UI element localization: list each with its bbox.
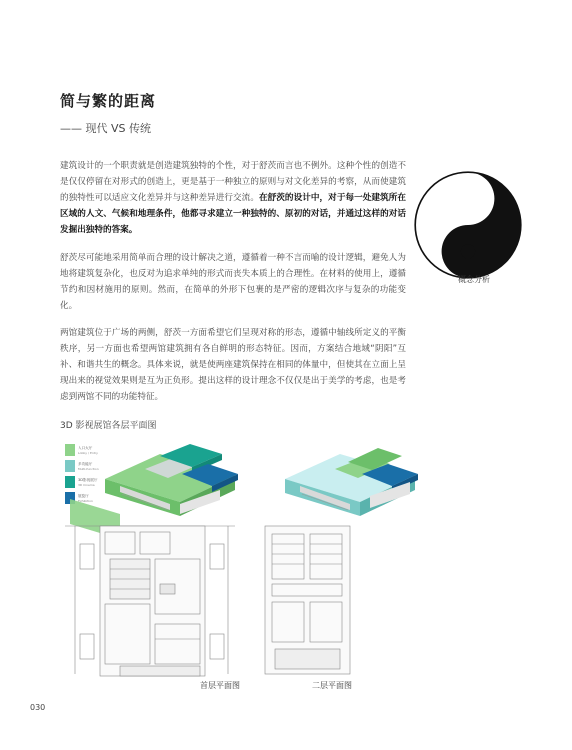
first-floor-plan bbox=[265, 526, 350, 674]
concept-caption: 概念分析 bbox=[458, 275, 490, 284]
paragraph-1 bbox=[60, 158, 406, 238]
paragraph-2: 舒茨尽可能地采用简单而合理的设计解决之道，遵循着一种不言而喻的设计逻辑，避免人为地将建筑复杂化，也反对为追求单纯的形式而丧失本质上的合理性。在材料的使用上，遵循节约和因材施用的原则。然而，在简单的外形下包裹的是严密的逻辑次序与复杂的功能变化。 bbox=[60, 253, 406, 311]
plan-legend bbox=[65, 444, 99, 504]
isometric-model-right bbox=[285, 448, 418, 516]
legend-label-multi-en: Multi-function bbox=[78, 467, 99, 471]
isometric-model-left bbox=[70, 444, 238, 539]
ground-floor-plan bbox=[65, 526, 235, 676]
legend-label-exhibit: 展览厅 bbox=[78, 494, 89, 498]
paragraph-1-bold: 在舒茨的设计中，对于每一处建筑所在区域的人文、气候和地理条件，他都寻求建立一种独特的、原初的对话，并通过这样的对话发掘出独特的答案。 bbox=[60, 193, 406, 235]
legend-label-lobby-en: Lobby / Entry bbox=[78, 451, 98, 455]
figure-caption: 3D 影视展馆各层平面图 bbox=[60, 421, 157, 431]
legend-label-multi: 多功能厅 bbox=[78, 462, 93, 466]
ground-floor-label: 首层平面图 bbox=[200, 681, 240, 690]
legend-label-cinema: 3D影视展厅 bbox=[78, 478, 98, 482]
legend-swatch-cinema bbox=[65, 476, 75, 488]
paragraph-1-text: 建筑设计的一个职责就是创造建筑独特的个性，对于舒茨而言也不例外。这种个性的创造不是仅仅停留在对形式的创造上，更是基于一种独立的原则与对文化差异的考察，从而使建筑的独特性可以适应文化差异并与这种差异进行交流。 bbox=[60, 161, 406, 203]
legend-label-exhibit-en: Exhibition bbox=[78, 499, 93, 503]
floor-plans-figure bbox=[60, 434, 480, 680]
legend-swatch-lobby bbox=[65, 444, 75, 456]
paragraph-3: 两馆建筑位于广场的两侧，舒茨一方面希望它们呈现对称的形态，遵循中轴线所定义的平衡秩序，另一方面也希望两馆建筑拥有各自鲜明的形态特征。因而，方案结合地域“阴阳”互补、和谐共生的概念。具体来说，就是使两座建筑保持在相同的体量中，但使其在立面上呈现出来的视觉效果则是互为正负形。提出这样的设计理念不仅仅是出于美学的考虑，也是考虑到两馆不同的功能特征。 bbox=[60, 328, 406, 402]
yin-yang-icon bbox=[413, 170, 523, 280]
legend-swatch-multi bbox=[65, 460, 75, 472]
page-title: 简与繁的距离 bbox=[60, 92, 157, 110]
page-subtitle: —— 现代 VS 传统 bbox=[60, 122, 151, 135]
legend-label-cinema-en: 3D Cinema bbox=[78, 483, 95, 487]
page-number: 030 bbox=[30, 703, 46, 712]
first-floor-label: 二层平面图 bbox=[312, 681, 352, 690]
legend-label-lobby: 入口大厅 bbox=[78, 446, 93, 450]
